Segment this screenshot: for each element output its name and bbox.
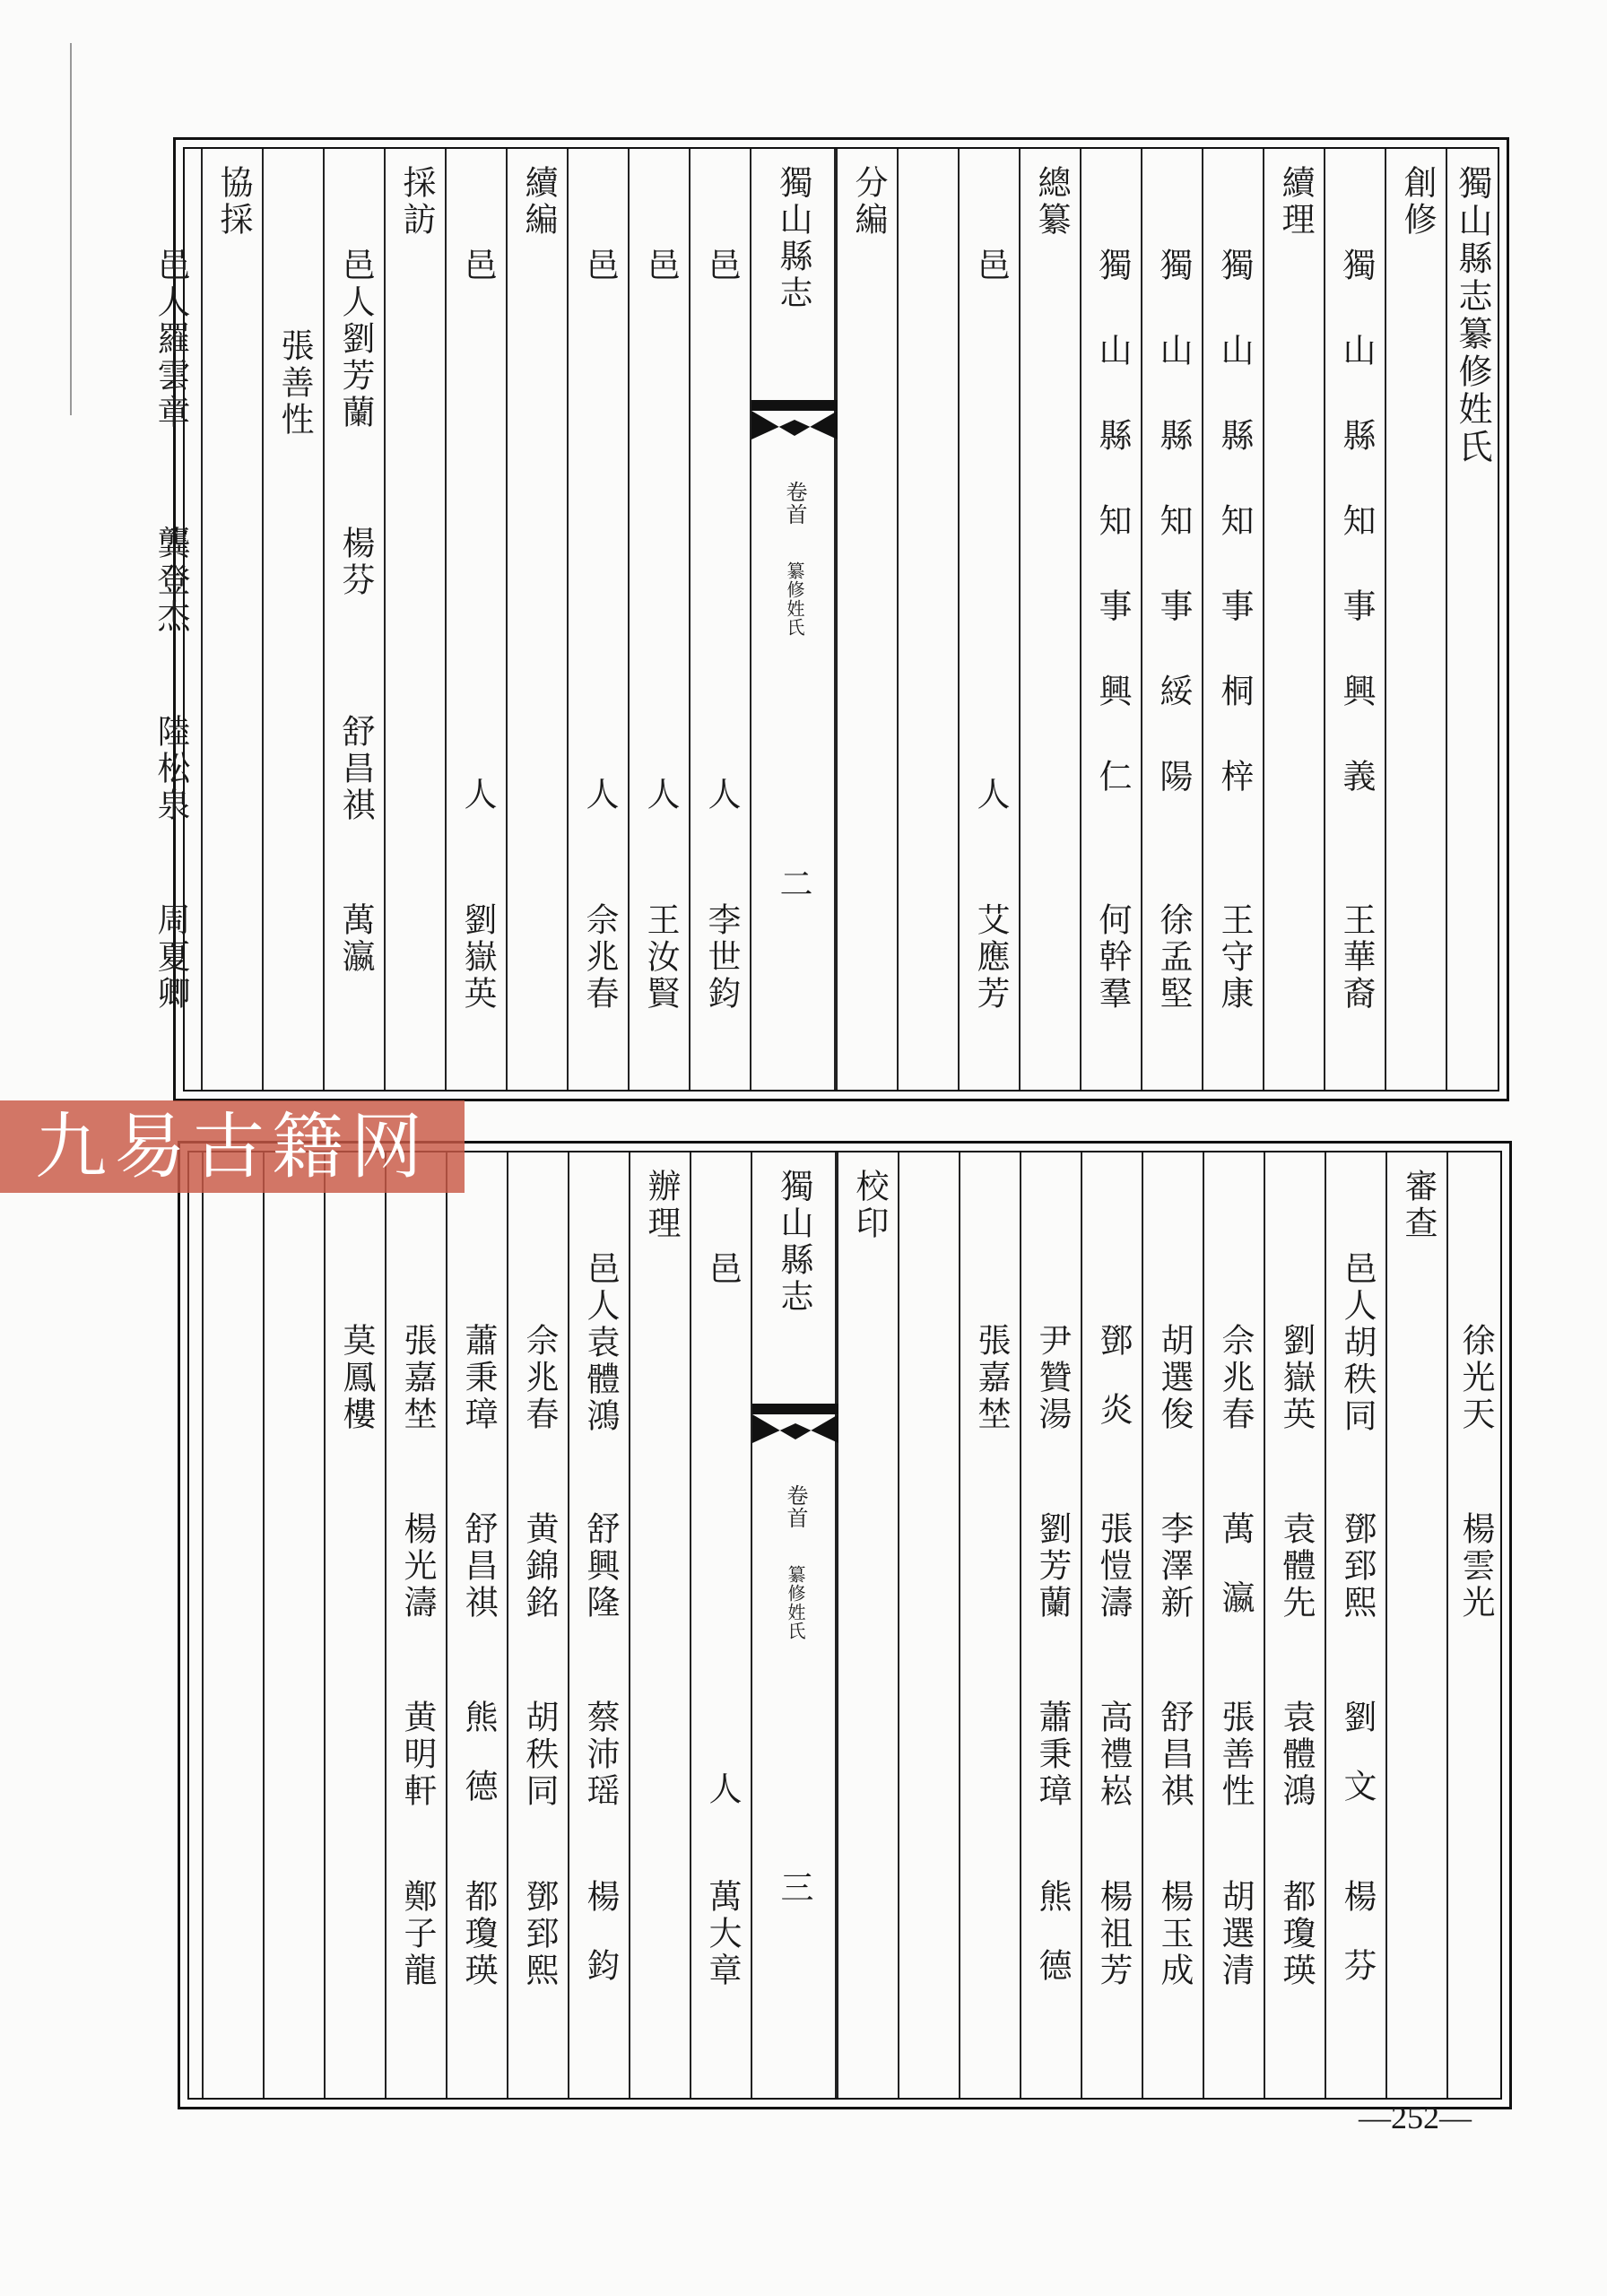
entry-text: 人: [702, 777, 741, 813]
top-center-fold: [750, 149, 836, 1090]
entry-name: 舒昌祺: [336, 714, 375, 824]
fold-page-number: 二: [774, 866, 812, 903]
top-col-15: [445, 149, 506, 1090]
fold-juan: 卷首: [783, 1484, 808, 1529]
bot-col-12: [629, 1152, 690, 2098]
entry-name: 鄭子龍: [398, 1879, 437, 1989]
entry-name: 鄧郅熙: [520, 1879, 559, 1989]
bot-col-9: [898, 1152, 959, 2098]
entry-name: 莫鳳樓: [337, 1323, 376, 1433]
page-number: —252—: [1359, 2100, 1472, 2135]
fold-juan: 卷首: [782, 481, 807, 526]
bot-col-15: [446, 1152, 507, 2098]
entry-name: 徐光天: [1456, 1323, 1495, 1433]
entry-name: 龔登杰: [152, 526, 190, 636]
entry-name: 萬瀛: [336, 902, 375, 976]
entry-name: 鄧郅熙: [1338, 1511, 1377, 1622]
entry-name: 萬大章: [703, 1879, 742, 1989]
fold-subtitle: 纂修姓氏: [785, 1565, 806, 1640]
entry-name: 王汝賢: [641, 902, 680, 1013]
entry-name: 邑人胡秩同: [1338, 1251, 1377, 1435]
entry-text: 邑: [458, 248, 497, 284]
title-column: [1446, 149, 1501, 1090]
section-label: 續理: [1276, 165, 1315, 239]
entry-name: 都瓊瑛: [1277, 1879, 1316, 1989]
section-label: 辦理: [642, 1169, 681, 1242]
section-label: 創修: [1398, 165, 1437, 239]
top-col-14: [506, 149, 567, 1090]
entry-text: 獨山縣知事興仁: [1093, 248, 1132, 844]
entry-name: 胡選清: [1216, 1879, 1255, 1989]
entry-name: 舒昌祺: [1155, 1700, 1194, 1810]
section-label: 審查: [1399, 1169, 1438, 1242]
entry-text: 邑: [971, 248, 1010, 284]
entry-name: 邑人羅雲章: [152, 248, 190, 431]
entry-name: 袁體鴻: [1277, 1700, 1316, 1810]
entry-name: 佘兆春: [580, 902, 619, 1013]
top-col-6: [1080, 149, 1141, 1090]
entry-text: 人: [580, 777, 619, 813]
entry-name: 楊雲光: [1456, 1511, 1495, 1622]
bottom-page-panel: [178, 1141, 1512, 2109]
top-page-panel: [152, 137, 1509, 1101]
bottom-page-inner-frame: [187, 1151, 1502, 2100]
fold-subtitle: 纂修姓氏: [784, 561, 805, 637]
entry-text: 邑: [580, 248, 619, 284]
entry-name: 黄錦銘: [520, 1511, 559, 1622]
entry-name: 舒興隆: [581, 1511, 620, 1622]
entry-text: 邑: [703, 1251, 742, 1288]
entry-name: 艾應芳: [971, 902, 1010, 1013]
bot-col-13: [568, 1152, 629, 2098]
fold-page-number: 三: [775, 1870, 813, 1907]
bot-col-17: [324, 1152, 385, 2098]
entry-name: 袁體先: [1277, 1511, 1316, 1622]
entry-name: 楊芬: [336, 526, 375, 599]
entry-name: 張善性: [1216, 1700, 1255, 1810]
entry-name: 張嘉埜: [398, 1323, 437, 1433]
entry-name: 楊鈞: [581, 1879, 620, 2017]
entry-name: 高禮崧: [1094, 1700, 1133, 1810]
fold-book-title: 獨山縣志: [775, 1169, 813, 1316]
entry-name: 王華裔: [1337, 902, 1376, 1013]
entry-name: 蕭秉璋: [459, 1323, 498, 1433]
entry-name: 張愷濤: [1094, 1511, 1133, 1622]
bot-col-5: [1142, 1152, 1203, 2098]
top-col-7: [1019, 149, 1080, 1090]
top-col-19: [201, 149, 262, 1090]
entry-name: 周夏卿: [152, 902, 190, 1013]
entry-name: 舒昌祺: [459, 1511, 498, 1622]
section-label: 校印: [850, 1169, 889, 1242]
top-col-5: [1141, 149, 1202, 1090]
entry-name: 尹贊湯: [1033, 1323, 1072, 1433]
page-title: 獨山縣志纂修姓氏: [1453, 165, 1492, 466]
section-label: 總纂: [1032, 165, 1071, 239]
bot-col-0: [1446, 1152, 1504, 2098]
bot-col-1: [1385, 1152, 1446, 2098]
entry-text: 人: [641, 777, 680, 813]
top-col-3: [1263, 149, 1324, 1090]
section-label: 續編: [519, 165, 558, 239]
top-col-4: [1202, 149, 1263, 1090]
entry-name: 佘兆春: [1216, 1323, 1255, 1433]
bot-col-3: [1264, 1152, 1325, 2098]
bot-col-18: [263, 1152, 324, 2098]
bot-col-6: [1081, 1152, 1142, 2098]
entry-name: 邑人劉芳蘭: [336, 248, 375, 431]
top-page-inner-frame: [152, 147, 1499, 1091]
fishtail-mark: [751, 400, 838, 463]
bot-col-11: [690, 1152, 751, 2098]
watermark-banner: 九易古籍网: [0, 1100, 465, 1193]
top-col-9: [897, 149, 958, 1090]
bot-col-8: [959, 1152, 1020, 2098]
entry-name: 張嘉埜: [972, 1323, 1011, 1433]
bot-col-4: [1203, 1152, 1264, 2098]
top-col-13: [567, 149, 628, 1090]
entry-name: 邑人袁體鴻: [581, 1251, 620, 1435]
entry-name: 王守康: [1215, 902, 1254, 1013]
bot-col-19: [202, 1152, 263, 2098]
scan-edge-line: [70, 43, 72, 415]
top-col-8: [958, 149, 1019, 1090]
entry-text: 邑: [702, 248, 741, 284]
entry-text: 人: [458, 777, 497, 813]
bot-col-16: [385, 1152, 446, 2098]
top-col-16: [384, 149, 445, 1090]
entry-name: 楊光濤: [398, 1511, 437, 1622]
entry-name: 蕭秉璋: [1033, 1700, 1072, 1810]
bottom-center-fold: [751, 1152, 837, 2098]
entry-name: 張善性: [275, 328, 314, 439]
top-col-17: [323, 149, 384, 1090]
top-col-20: [140, 149, 201, 1090]
section-label: 分編: [849, 165, 888, 239]
entry-name: 熊德: [459, 1700, 498, 1838]
entry-text: 獨山縣知事興義: [1337, 248, 1376, 844]
entry-name: 黄明軒: [398, 1700, 437, 1810]
entry-name: 劉芳蘭: [1033, 1511, 1072, 1622]
entry-name: 楊芬: [1338, 1879, 1377, 2017]
entry-name: 徐孟堅: [1154, 902, 1193, 1013]
bot-col-2: [1325, 1152, 1385, 2098]
entry-name: 李世鈞: [702, 902, 741, 1013]
bot-col-14: [507, 1152, 568, 2098]
entry-name: 陸松泉: [152, 714, 190, 824]
top-col-10: [836, 149, 897, 1090]
entry-name: 佘兆春: [520, 1323, 559, 1433]
fishtail-mark: [752, 1404, 838, 1466]
top-col-11: [689, 149, 750, 1090]
top-col-12: [628, 149, 689, 1090]
entry-name: 何幹羣: [1093, 902, 1132, 1013]
entry-name: 萬瀛: [1216, 1511, 1255, 1649]
top-col-1: [1385, 149, 1446, 1090]
entry-name: 楊祖芳: [1094, 1879, 1133, 1989]
fold-book-title: 獨山縣志: [774, 165, 812, 312]
entry-name: 熊德: [1033, 1879, 1072, 2017]
entry-name: 鄧炎: [1094, 1323, 1133, 1461]
entry-text: 獨山縣知事綏陽: [1154, 248, 1193, 844]
top-col-18: [262, 149, 323, 1090]
entry-text: 人: [703, 1771, 742, 1808]
entry-text: 邑: [641, 248, 680, 284]
entry-name: 楊玉成: [1155, 1879, 1194, 1989]
bot-col-7: [1020, 1152, 1081, 2098]
entry-name: 都瓊瑛: [459, 1879, 498, 1989]
entry-name: 劉文: [1338, 1700, 1377, 1838]
entry-name: 劉嶽英: [458, 902, 497, 1013]
entry-name: 蔡沛瑶: [581, 1700, 620, 1810]
entry-name: 劉嶽英: [1277, 1323, 1316, 1433]
entry-name: 胡秩同: [520, 1700, 559, 1810]
section-label: 採訪: [397, 165, 436, 239]
section-label: 協採: [214, 165, 253, 239]
entry-name: 李澤新: [1155, 1511, 1194, 1622]
top-col-2: [1324, 149, 1385, 1090]
entry-text: 獨山縣知事桐梓: [1215, 248, 1254, 844]
entry-name: 胡選俊: [1155, 1323, 1194, 1433]
entry-text: 人: [971, 777, 1010, 813]
bot-col-10: [837, 1152, 898, 2098]
